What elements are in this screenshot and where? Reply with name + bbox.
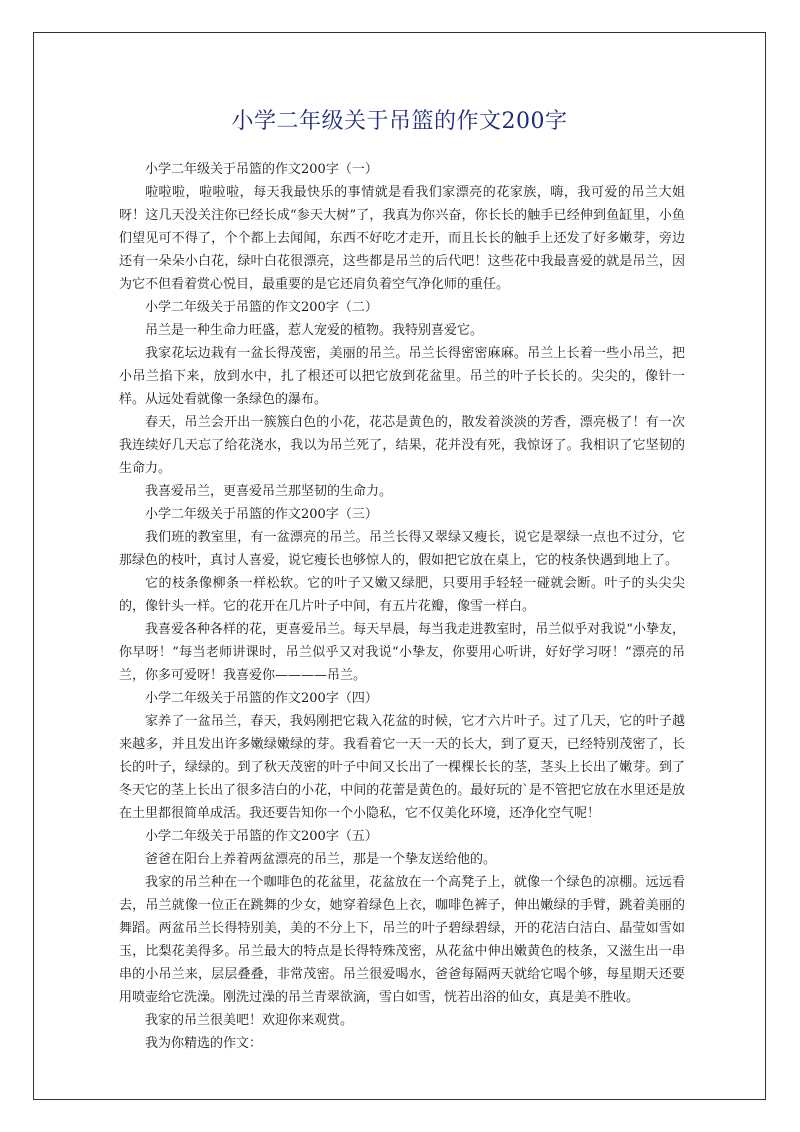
section-heading-5: 小学二年级关于吊篮的作文200字（五）: [145, 829, 378, 844]
section-heading-4: 小学二年级关于吊篮的作文200字（四）: [145, 691, 378, 706]
paragraph: 家养了一盆吊兰，春天，我妈刚把它栽入花盆的时候，它才六片叶子。过了几天，它的叶子越来越多，并且发出许多嫩绿嫩绿的芽。我看着它一天一天的长大，到了夏天，已经特别茂密了，长长的叶子，绿绿的。到了秋天茂密的叶子中间又长出了一棵棵长长的茎，茎头上长出了嫩芽。到了冬天它的茎上长出了很多洁白的小花，中间的花蕾是黄色的。最好玩的`是不管把它放在水里还是放在土里都很简单成活。我还要告知你一个小隐私，它不仅美化环境，还净化空气呢！: [119, 714, 685, 821]
paragraph: 我为你精选的作文：: [145, 1036, 263, 1051]
paragraph: 它的枝条像柳条一样松软。它的叶子又嫩又绿肥，只要用手轻轻一碰就会断。叶子的头尖尖的，像针头一样。它的花开在几片叶子中间，有五片花瓣，像雪一样白。: [119, 576, 685, 614]
document-title: 小学二年级关于吊篮的作文200字: [231, 109, 568, 134]
paragraph: 啦啦啦，啦啦啦，每天我最快乐的事情就是看我们家漂亮的花家族，嗨，我可爱的吊兰大姐呀！这几天没关注你已经长成“参天大树”了，我真为你兴奋，你长长的触手已经伸到鱼缸里，小鱼们望见可不得了，个个都上去闻闻，东西不好吃才走开，而且长长的触手上还发了好多嫩芽，旁边还有一朵朵小白花，绿叶白花很漂亮，这些都是吊兰的后代吧！这些花中我最喜爱的就是吊兰，因为它不但看着赏心悦目，最重要的是它还肩负着空气净化师的重任。: [119, 185, 685, 292]
section-heading-2: 小学二年级关于吊篮的作文200字（二）: [145, 300, 378, 315]
document-body: [119, 158, 685, 1055]
paragraph: 吊兰是一种生命力旺盛，惹人宠爱的植物。我特别喜爱它。: [145, 323, 484, 338]
paragraph: 春天，吊兰会开出一簇簇白色的小花，花芯是黄色的，散发着淡淡的芳香，漂亮极了！有一次我连续好几天忘了给花浇水，我以为吊兰死了，结果，花并没有死，我惊讶了。我相识了它坚韧的生命力。: [119, 415, 685, 476]
paragraph: 我喜爱各种各样的花，更喜爱吊兰。每天早晨，每当我走进教室时，吊兰似乎对我说“小挚友，你早呀！”每当老师讲课时，吊兰似乎又对我说“小挚友，你要用心听讲，好好学习呀！”漂亮的吊兰，你多可爱呀！我喜爱你————吊兰。: [119, 622, 685, 683]
paragraph: 我们班的教室里，有一盆漂亮的吊兰。吊兰长得又翠绿又瘦长，说它是翠绿一点也不过分，它那绿色的枝叶，真讨人喜爱，说它瘦长也够惊人的，假如把它放在桌上，它的枝条快遇到地上了。: [119, 530, 685, 568]
paragraph: 我家的吊兰很美吧！欢迎你来观赏。: [145, 1013, 354, 1028]
paragraph: 我喜爱吊兰，更喜爱吊兰那坚韧的生命力。: [145, 484, 393, 499]
section-heading-1: 小学二年级关于吊篮的作文200字（一）: [145, 162, 378, 177]
paragraph: 爸爸在阳台上养着两盆漂亮的吊兰，那是一个挚友送给他的。: [145, 852, 497, 867]
paragraph: 我家花坛边栽有一盆长得茂密，美丽的吊兰。吊兰长得密密麻麻。吊兰上长着一些小吊兰，把小吊兰掐下来，放到水中，扎了根还可以把它放到花盆里。吊兰的叶子长长的。尖尖的，像针一样。从远处看就像一条绿色的瀑布。: [119, 346, 685, 407]
section-heading-3: 小学二年级关于吊篮的作文200字（三）: [145, 507, 378, 522]
paragraph: 我家的吊兰种在一个咖啡色的花盆里，花盆放在一个高凳子上，就像一个绿色的凉棚。远远看去，吊兰就像一位正在跳舞的少女，她穿着绿色上衣，咖啡色裤子，伸出嫩绿的手臂，跳着美丽的舞蹈。两盆吊兰长得特别美，美的不分上下，吊兰的叶子碧绿碧绿，开的花洁白洁白、晶莹如雪如玉，比梨花美得多。吊兰最大的特点是长得特殊茂密，从花盆中伸出嫩黄色的枝条，又滋生出一串串的小吊兰来，层层叠叠，非常茂密。吊兰很爱喝水，爸爸每隔两天就给它喝个够，每星期天还要用喷壶给它洗澡。刚洗过澡的吊兰青翠欲滴，雪白如雪，恍若出浴的仙女，真是美不胜收。: [119, 875, 685, 1005]
